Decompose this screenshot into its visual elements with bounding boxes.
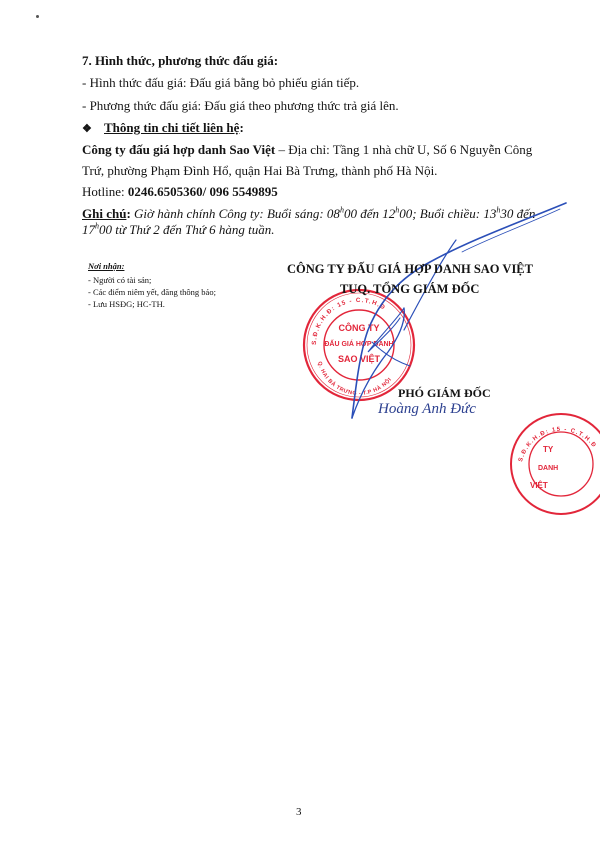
signature-role: PHÓ GIÁM ĐỐC: [398, 386, 491, 400]
recipient-item: - Người có tài sản;: [88, 275, 152, 285]
note-sup-b: h: [395, 205, 400, 215]
note-text-d: 30 đến: [500, 206, 536, 221]
hotline-label: Hotline:: [82, 184, 128, 199]
signature-company: CÔNG TY ĐẤU GIÁ HỢP DANH SAO VIỆT: [287, 262, 533, 276]
seal-bottom-text: Q. HAI BÀ TRƯNG - T.P HÀ NỘI: [316, 360, 394, 397]
contact-address-line-2: Trứ, phường Phạm Đình Hổ, quận Hai Bà Trưng, thành phố Hà Nội.: [82, 163, 438, 178]
seal-line-2: ĐẤU GIÁ HỢP DANH: [324, 341, 394, 348]
seal-outer-text: S.Đ.K.H.Đ: 15 - C.T.H.Đ: [310, 297, 387, 346]
partial-seal-line-2: DANH: [538, 465, 559, 472]
note-colon: :: [126, 206, 135, 221]
contact-heading-text: Thông tin chi tiết liên hệ: [104, 120, 240, 135]
signature-name: Hoàng Anh Đức: [378, 401, 476, 417]
hotline-value: 0246.6505360/ 096 5549895: [127, 184, 278, 199]
auction-form-line: - Hình thức đấu giá: Đấu giá bằng bỏ phiếu gián tiếp.: [82, 75, 360, 90]
section-title: 7. Hình thức, phương thức đấu giá:: [82, 53, 279, 68]
seal-line-3: SAO VIỆT: [337, 354, 381, 364]
page-number: 3: [296, 806, 302, 818]
diamond-bullet-icon: ❖: [82, 123, 92, 135]
recipient-item: - Lưu HSĐG; HC-TH.: [88, 299, 165, 309]
contact-heading-colon: :: [239, 120, 244, 135]
partial-seal-outer-text: S.Đ.K.H.Đ: 15 - C.T.H.Đ: [518, 426, 598, 463]
note-text-b: 00 đến 12: [343, 206, 396, 221]
partial-seal-line-3: VIỆT: [530, 481, 548, 490]
note-line2-b: 00 từ Thứ 2 đến Thứ 6 hàng tuần.: [99, 222, 275, 237]
recipient-item: - Các điểm niêm yết, đăng thông báo;: [88, 287, 216, 297]
note-text-c: 00; Buổi chiều: 13: [399, 206, 497, 221]
auction-method-line: - Phương thức đấu giá: Đấu giá theo phương thức trả giá lên.: [82, 98, 399, 113]
partial-seal-line-1: TY: [543, 445, 554, 454]
note-label: Ghi chú: [82, 206, 127, 221]
recipients-title: Nơi nhận:: [88, 261, 125, 271]
seal-line-1: CÔNG TY: [338, 323, 380, 333]
company-name: Công ty đấu giá hợp danh Sao Việt: [82, 142, 276, 157]
note-sup-c: h: [496, 205, 501, 215]
note-text-a: Giờ hành chính Công ty: Buổi sáng: 08: [134, 206, 340, 221]
note-sup-d: h: [95, 221, 99, 231]
note-sup-a: h: [339, 205, 344, 215]
note-line2-a: 17: [82, 222, 95, 237]
signature-authority: TUQ. TỔNG GIÁM ĐỐC: [340, 282, 480, 296]
address-part-1: – Địa chỉ: Tầng 1 nhà chữ U, Số 6 Nguyễn Công: [275, 142, 533, 157]
